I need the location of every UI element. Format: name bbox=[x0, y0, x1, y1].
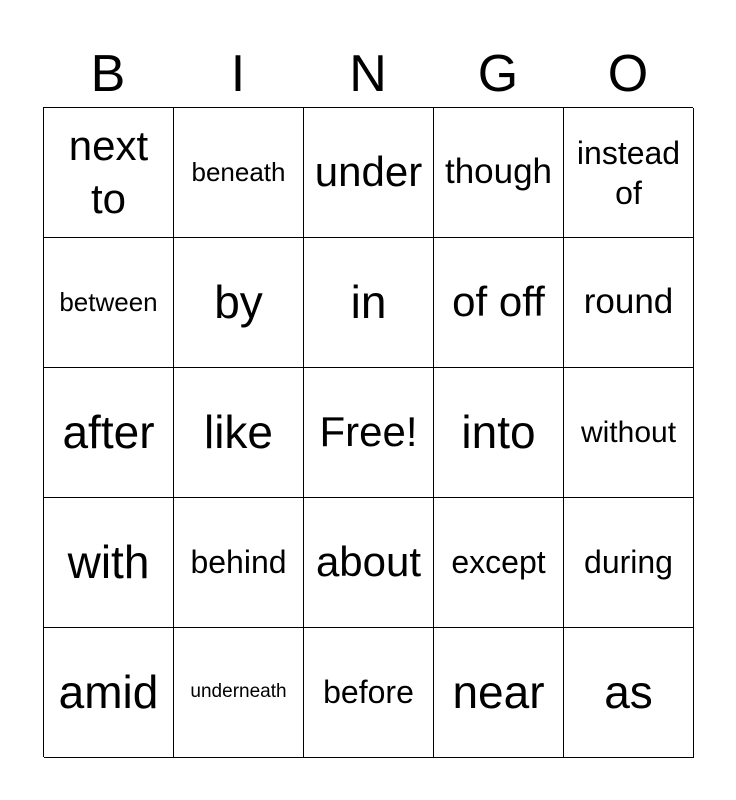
bingo-cell[interactable] bbox=[174, 628, 304, 758]
bingo-cell[interactable] bbox=[304, 628, 434, 758]
bingo-cell[interactable] bbox=[174, 108, 304, 238]
cell-label: amid bbox=[58, 666, 159, 719]
bingo-cell[interactable] bbox=[44, 238, 174, 368]
bingo-cell[interactable] bbox=[564, 238, 694, 368]
cell-label: after bbox=[62, 406, 155, 459]
bingo-board bbox=[43, 107, 693, 757]
cell-label: beneath bbox=[191, 157, 286, 188]
cell-label: under bbox=[314, 148, 423, 196]
bingo-cell[interactable] bbox=[434, 368, 564, 498]
cell-label: round bbox=[583, 282, 674, 322]
cell-label: behind bbox=[190, 543, 287, 580]
cell-label: except bbox=[451, 543, 546, 580]
cell-label: without bbox=[580, 416, 677, 449]
bingo-cell[interactable] bbox=[44, 628, 174, 758]
bingo-cell[interactable] bbox=[174, 238, 304, 368]
cell-label: as bbox=[604, 666, 653, 719]
bingo-cell[interactable] bbox=[434, 498, 564, 628]
bingo-cell[interactable] bbox=[564, 368, 694, 498]
bingo-header bbox=[43, 42, 693, 106]
cell-label: underneath bbox=[190, 681, 287, 703]
bingo-cell[interactable] bbox=[564, 108, 694, 238]
header-letter-o: O bbox=[607, 45, 649, 103]
bingo-cell[interactable] bbox=[44, 108, 174, 238]
cell-label: instead of bbox=[576, 134, 681, 211]
bingo-cell[interactable] bbox=[44, 368, 174, 498]
free-space[interactable] bbox=[304, 368, 434, 498]
bingo-cell[interactable] bbox=[174, 498, 304, 628]
bingo-cell[interactable] bbox=[304, 238, 434, 368]
bingo-cell[interactable] bbox=[564, 498, 694, 628]
free-space-label: Free! bbox=[319, 408, 418, 456]
cell-label: about bbox=[315, 538, 422, 586]
cell-label: into bbox=[461, 406, 536, 459]
header-letter-i: I bbox=[230, 45, 246, 103]
bingo-cell[interactable] bbox=[434, 108, 564, 238]
cell-label: between bbox=[59, 287, 158, 318]
cell-label: near bbox=[452, 666, 545, 719]
cell-label: next to bbox=[68, 122, 149, 222]
bingo-cell[interactable] bbox=[434, 238, 564, 368]
bingo-cell[interactable] bbox=[304, 498, 434, 628]
cell-label: by bbox=[214, 276, 263, 329]
cell-label: before bbox=[323, 673, 414, 710]
cell-label: of off bbox=[452, 278, 545, 326]
bingo-cell[interactable] bbox=[434, 628, 564, 758]
bingo-cell[interactable] bbox=[44, 498, 174, 628]
header-letter-n: N bbox=[349, 45, 387, 103]
bingo-cell[interactable] bbox=[564, 628, 694, 758]
cell-label: though bbox=[444, 152, 553, 192]
header-letter-g: G bbox=[477, 45, 519, 103]
cell-label: during bbox=[584, 543, 673, 580]
cell-label: like bbox=[203, 406, 274, 459]
header-letter-b: B bbox=[90, 45, 126, 103]
cell-label: in bbox=[350, 276, 387, 329]
cell-label: with bbox=[67, 536, 150, 589]
bingo-cell[interactable] bbox=[174, 368, 304, 498]
bingo-cell[interactable] bbox=[304, 108, 434, 238]
